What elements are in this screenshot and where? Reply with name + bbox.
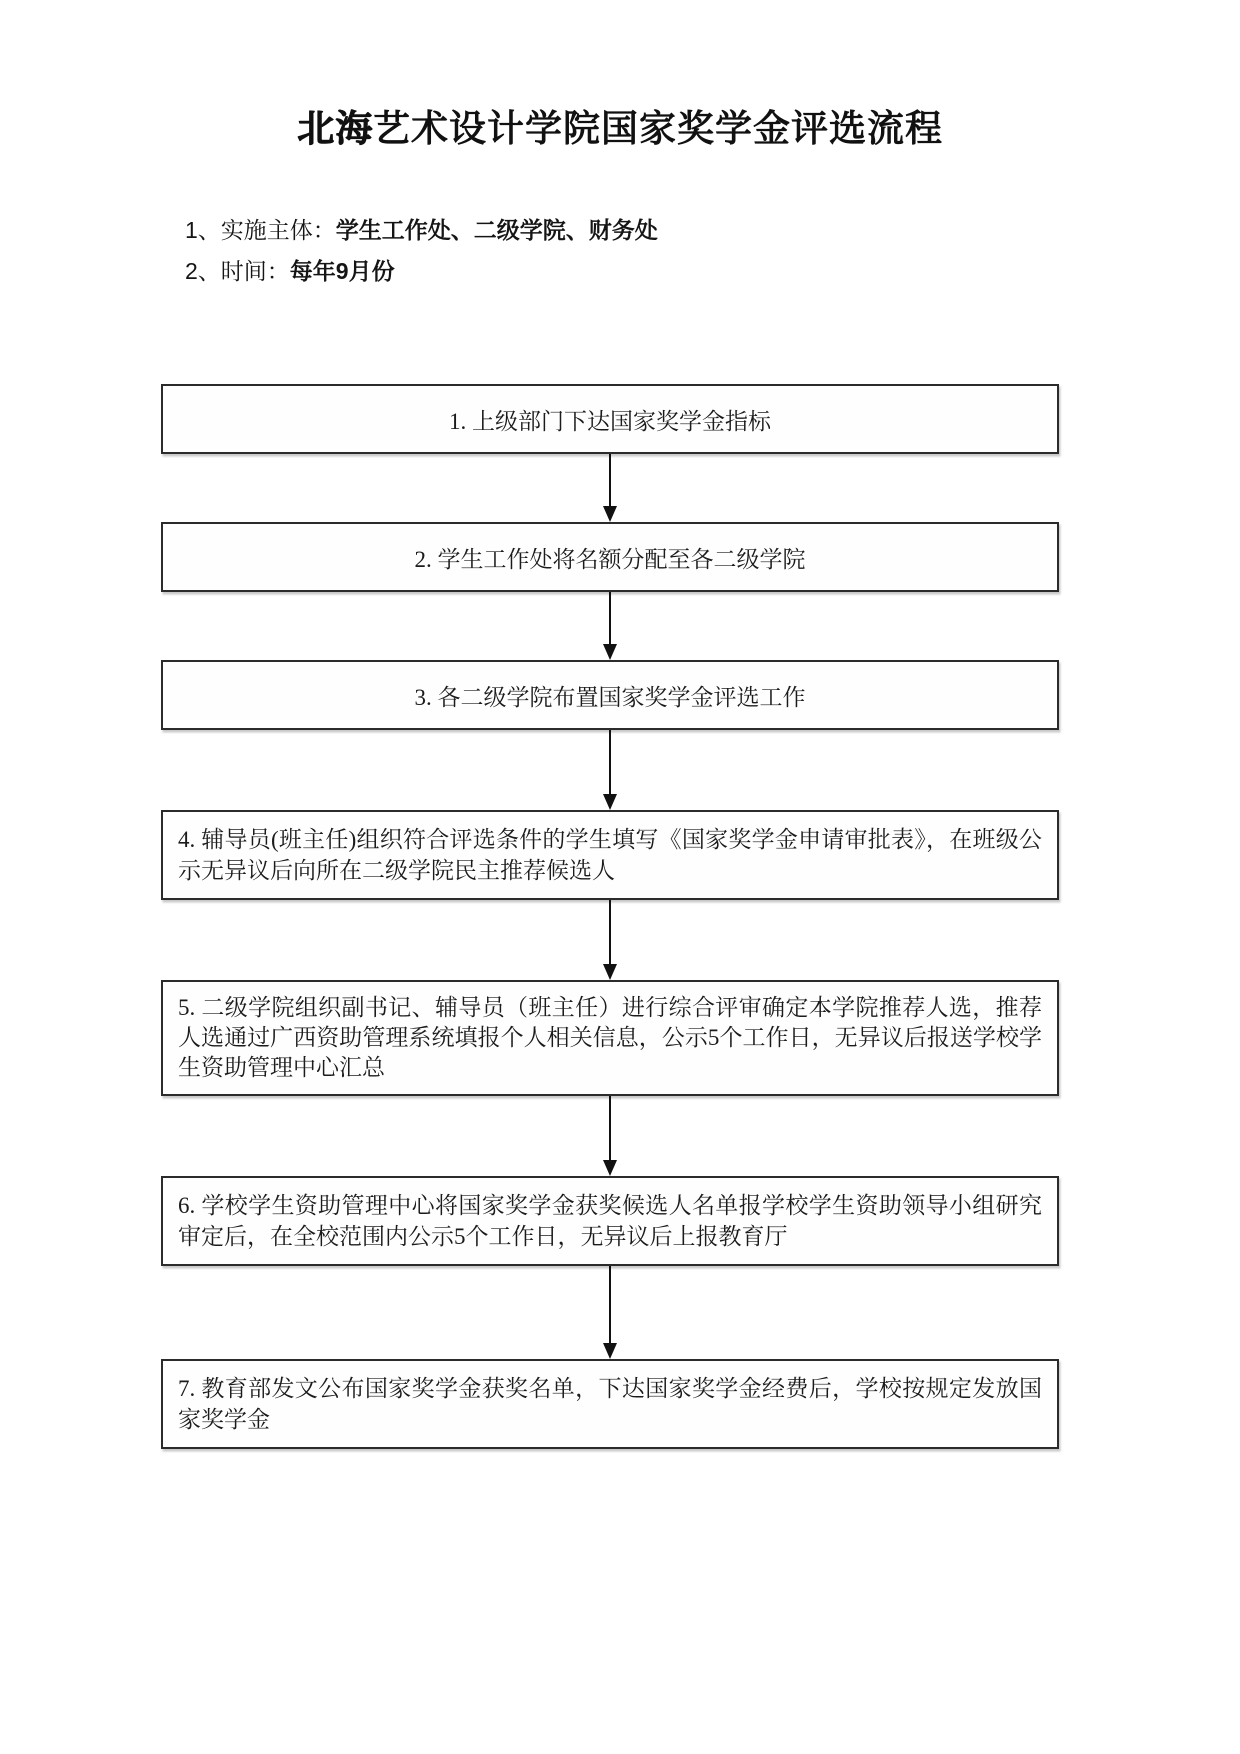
flow-step-7 <box>161 1359 1059 1449</box>
arrow-shaft <box>609 1096 611 1160</box>
arrow-down-icon <box>603 644 617 660</box>
note-2-value: 每年9月份 <box>289 258 395 284</box>
note-1-value: 学生工作处、二级学院、财务处 <box>335 217 658 243</box>
page-title-bold-part: 北海 <box>297 108 373 149</box>
note-2-prefix: 2、时间： <box>185 258 290 284</box>
page-title-rest: 艺术设计学院国家奖学金评选流程 <box>373 108 943 149</box>
flow-arrow-6 <box>161 1266 1059 1359</box>
flow-arrow-5 <box>161 1096 1059 1176</box>
flow-step-1 <box>161 384 1059 454</box>
flowchart <box>161 384 1059 1449</box>
arrow-shaft <box>609 900 611 964</box>
arrow-down-icon <box>603 1343 617 1359</box>
flow-step-2 <box>161 522 1059 592</box>
arrow-down-icon <box>603 964 617 980</box>
flow-arrow-3 <box>161 730 1059 810</box>
note-time <box>185 251 1240 292</box>
flow-step-4 <box>161 810 1059 900</box>
arrow-shaft <box>609 1266 611 1343</box>
flow-step-6-text: 6. 学校学生资助管理中心将国家奖学金获奖候选人名单报学校学生资助领导小组研究审定后，在全校范围内公示5个工作日，无异议后上报教育厅 <box>178 1193 1042 1249</box>
flow-arrow-2 <box>161 592 1059 660</box>
arrow-down-icon <box>603 1160 617 1176</box>
note-1-prefix: 1、实施主体： <box>185 217 336 243</box>
flow-step-6 <box>161 1176 1059 1266</box>
arrow-down-icon <box>603 794 617 810</box>
flow-step-3-text: 3. 各二级学院布置国家奖学金评选工作 <box>414 684 806 710</box>
flow-step-4-text: 4. 辅导员(班主任)组织符合评选条件的学生填写《国家奖学金申请审批表》，在班级公示无异议后向所在二级学院民主推荐候选人 <box>178 827 1042 883</box>
flow-arrow-1 <box>161 454 1059 522</box>
flow-step-5-text: 5. 二级学院组织副书记、辅导员（班主任）进行综合评审确定本学院推荐人选，推荐人选通过广西资助管理系统填报个人相关信息，公示5个工作日，无异议后报送学校学生资助管理中心汇总 <box>178 995 1042 1080</box>
flow-step-2-text: 2. 学生工作处将名额分配至各二级学院 <box>414 546 806 572</box>
notes-section <box>185 210 1240 292</box>
flow-step-7-text: 7. 教育部发文公布国家奖学金获奖名单，下达国家奖学金经费后，学校按规定发放国家奖学金 <box>178 1376 1042 1432</box>
flow-step-1-text: 1. 上级部门下达国家奖学金指标 <box>449 408 771 434</box>
flow-arrow-4 <box>161 900 1059 980</box>
arrow-down-icon <box>603 506 617 522</box>
note-implementing-body <box>185 210 1240 251</box>
arrow-shaft <box>609 592 611 644</box>
flow-step-3 <box>161 660 1059 730</box>
arrow-shaft <box>609 730 611 794</box>
flow-step-5 <box>161 980 1059 1096</box>
arrow-shaft <box>609 454 611 506</box>
page-title <box>0 0 1240 152</box>
